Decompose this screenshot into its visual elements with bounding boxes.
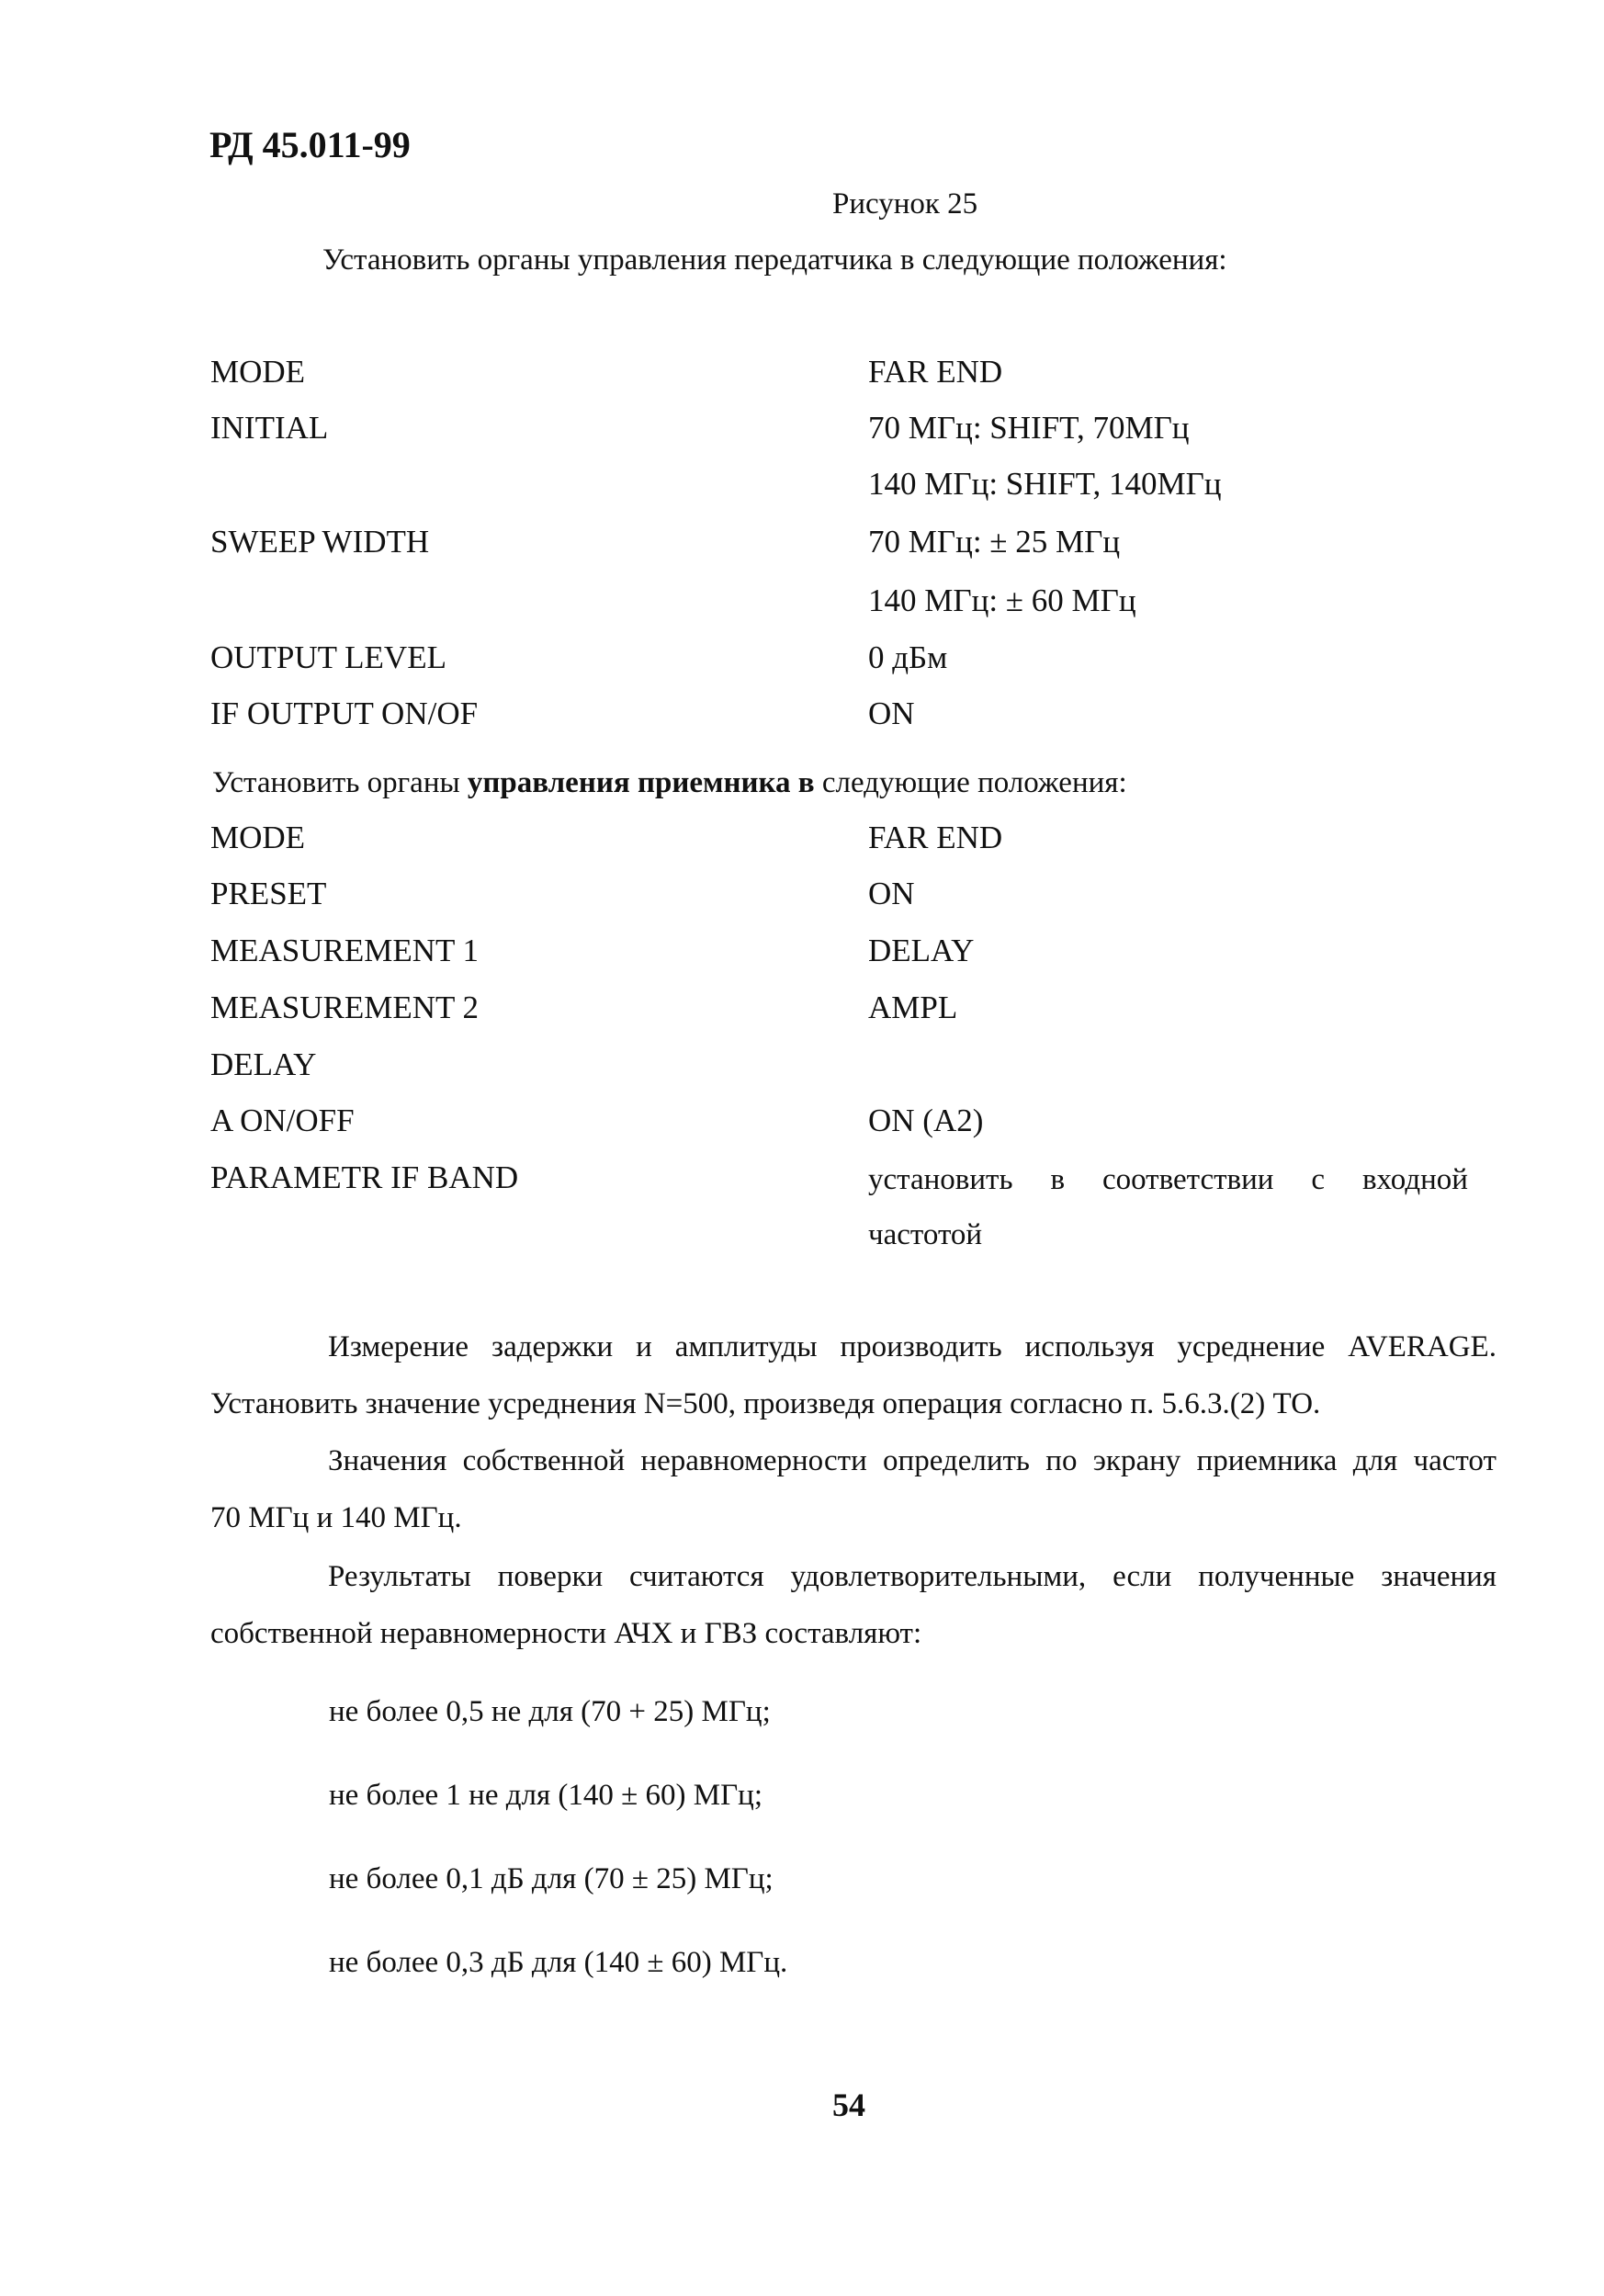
word: поверки	[497, 1560, 604, 1593]
if-band-line	[868, 1163, 1468, 1197]
if-band-word: в	[1050, 1163, 1066, 1196]
if-band-word: входной	[1361, 1163, 1468, 1196]
settings-row	[210, 582, 1497, 625]
criterion-item: не более 1 не для (140 ± 60) МГц;	[329, 1779, 763, 1812]
setting-label: MODE	[210, 354, 306, 390]
word: Значения	[328, 1444, 447, 1477]
setting-label: MODE	[210, 820, 306, 855]
word: полученные	[1198, 1560, 1355, 1593]
word: и	[636, 1330, 652, 1363]
setting-label: IF OUTPUT ON/OF	[210, 696, 479, 731]
setting-label: MEASUREMENT 2	[210, 990, 480, 1025]
document-code: РД 45.011-99	[209, 124, 411, 165]
transmitter-intro: Установить органы управления передатчика в следующие положения:	[322, 243, 1227, 277]
settings-row	[210, 410, 1497, 452]
word: Измерение	[328, 1330, 469, 1363]
setting-label: PARAMETR IF BAND	[210, 1159, 519, 1195]
if-band-word: установить	[868, 1163, 1013, 1196]
word: частот	[1413, 1444, 1497, 1477]
settings-row	[210, 354, 1497, 396]
settings-row	[210, 466, 1497, 508]
settings-row	[210, 1046, 1497, 1089]
setting-value: 140 МГц: SHIFT, 140МГц	[868, 466, 1222, 502]
word: усреднение	[1177, 1330, 1326, 1363]
if-band-word: соответствии	[1101, 1163, 1274, 1196]
word: определить	[883, 1444, 1030, 1477]
setting-value: ON (A2)	[868, 1103, 984, 1138]
word: считаются	[629, 1560, 764, 1593]
setting-value: DELAY	[868, 933, 975, 968]
word: для	[1352, 1444, 1398, 1477]
word: по	[1045, 1444, 1078, 1477]
setting-value: 70 МГц: ± 25 МГц	[868, 524, 1121, 560]
if-band-continuation: частотой	[868, 1218, 983, 1251]
word: приемника	[1196, 1444, 1338, 1477]
setting-label: DELAY	[210, 1046, 317, 1082]
receiver-intro	[212, 766, 1127, 800]
word: удовлетворительными,	[790, 1560, 1087, 1593]
setting-value: ON	[868, 696, 915, 731]
word: значения	[1381, 1560, 1497, 1593]
setting-label: A ON/OFF	[210, 1103, 355, 1138]
setting-label: PRESET	[210, 876, 327, 911]
settings-row	[210, 876, 1497, 918]
settings-row	[210, 990, 1497, 1032]
criterion-item: не более 0,3 дБ для (140 ± 60) МГц.	[329, 1946, 788, 1979]
setting-value: FAR END	[868, 354, 1003, 390]
settings-row	[210, 696, 1497, 738]
word: если	[1113, 1560, 1172, 1593]
setting-value: 140 МГц: ± 60 МГц	[868, 582, 1136, 618]
word: собственной	[462, 1444, 626, 1477]
settings-row	[210, 1103, 1497, 1145]
settings-row	[210, 524, 1497, 566]
word: экрану	[1092, 1444, 1181, 1477]
word: производить	[840, 1330, 1002, 1363]
paragraph3-line1	[328, 1560, 1497, 1594]
settings-row	[210, 933, 1497, 975]
paragraph2-line1	[328, 1444, 1497, 1478]
setting-value: ON	[868, 876, 915, 911]
word: используя	[1024, 1330, 1155, 1363]
paragraph1-line2: Установить значение усреднения N=500, произведя операция согласно п. 5.6.3.(2) ТО.	[210, 1387, 1321, 1420]
word: AVERAGE.	[1348, 1330, 1497, 1363]
setting-value: FAR END	[868, 820, 1003, 855]
word: амплитуды	[674, 1330, 818, 1363]
setting-label: INITIAL	[210, 410, 329, 446]
page-number: 54	[832, 2087, 865, 2123]
setting-label: SWEEP WIDTH	[210, 524, 430, 560]
setting-label: OUTPUT LEVEL	[210, 639, 446, 675]
paragraph2-line2: 70 МГц и 140 МГц.	[210, 1501, 462, 1534]
criterion-item: не более 0,5 не для (70 + 25) МГц;	[329, 1695, 771, 1728]
if-band-value	[868, 1163, 1468, 1197]
word: неравномерности	[640, 1444, 867, 1477]
receiver-intro-part3: следующие положения:	[814, 766, 1127, 799]
if-band-word: с	[1311, 1163, 1326, 1196]
paragraph3-line2: собственной неравномерности АЧХ и ГВЗ составляют:	[210, 1617, 922, 1650]
settings-row	[210, 639, 1497, 682]
figure-caption: Рисунок 25	[832, 187, 978, 221]
setting-value: 0 дБм	[868, 639, 948, 675]
receiver-intro-part2: управления приемника в	[467, 766, 815, 799]
receiver-intro-part1: Установить органы	[212, 766, 468, 799]
setting-value: AMPL	[868, 990, 958, 1025]
settings-row	[210, 820, 1497, 862]
paragraph1-line1	[328, 1330, 1497, 1364]
setting-label: MEASUREMENT 1	[210, 933, 480, 968]
criterion-item: не более 0,1 дБ для (70 ± 25) МГц;	[329, 1862, 774, 1895]
setting-value: 70 МГц: SHIFT, 70МГц	[868, 410, 1190, 446]
word: задержки	[491, 1330, 614, 1363]
word: Результаты	[328, 1560, 471, 1593]
